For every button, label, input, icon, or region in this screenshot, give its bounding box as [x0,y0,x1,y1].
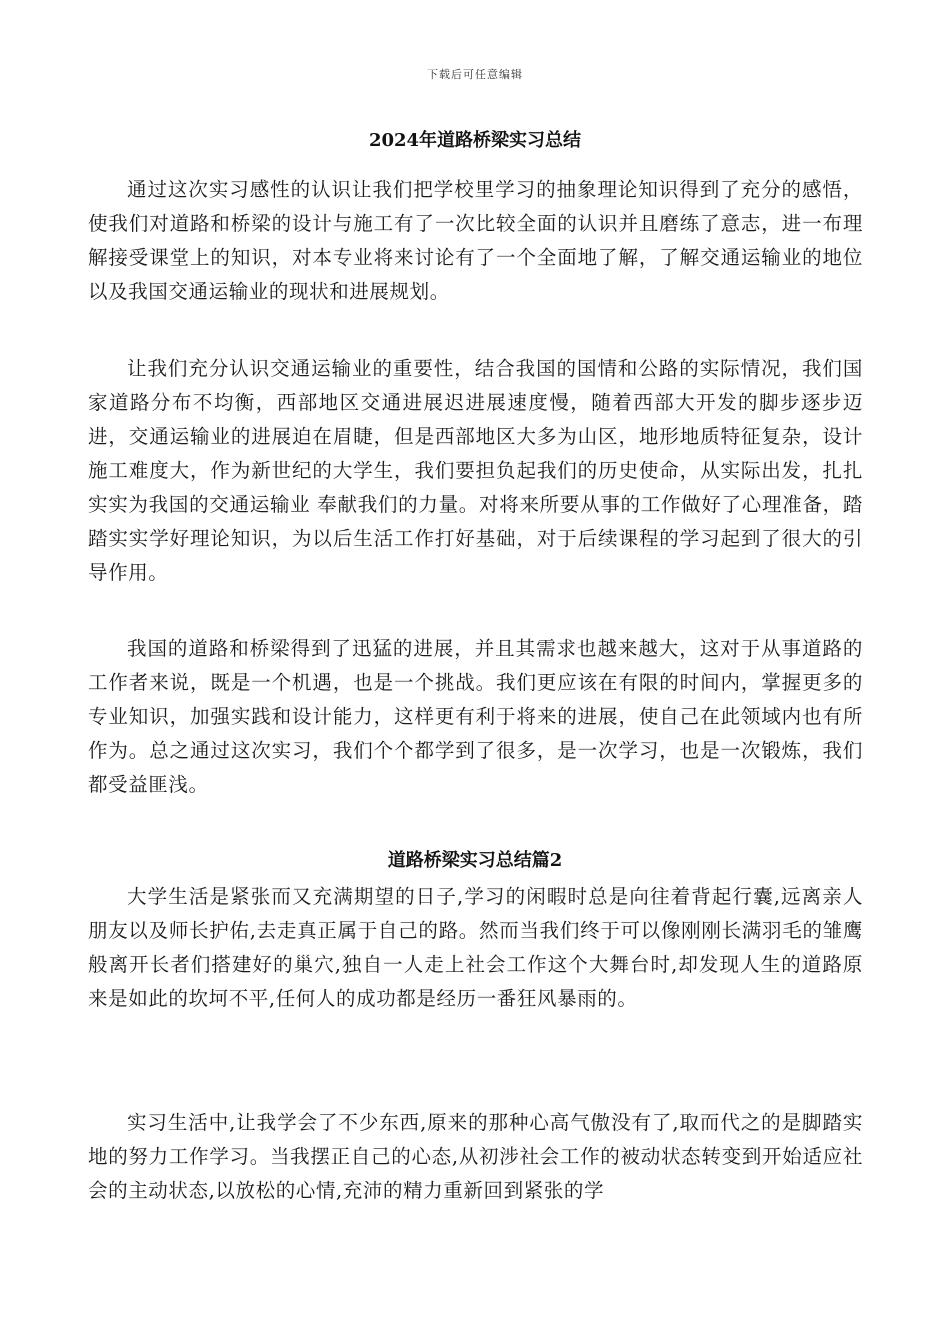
header-note: 下载后可任意编辑 [427,68,523,81]
paragraph: 通过这次实习感性的认识让我们把学校里学习的抽象理论知识得到了充分的感悟，使我们对道路和桥梁的设计与施工有了一次比较全面的认识并且磨练了意志，进一布理解接受课堂上的知识，对本专业将来讨论有了一个全面地了解，了解交通运输业的地位以及我国交通运输业的现状和进展规划。 [88,178,863,303]
paragraph: 大学生活是紧张而又充满期望的日子,学习的闲暇时总是向往着背起行囊,远离亲人朋友以及师长护佑,去走真正属于自己的路。然而当我们终于可以像刚刚长满羽毛的雏鹰般离开长者们搭建好的巢穴,独自一人走上社会工作这个大舞台时,却发现人生的道路原来是如此的坎坷不平,任何人的成功都是经历一番狂风暴雨的。 [88,885,863,1010]
paragraph: 我国的道路和桥梁得到了迅猛的进展，并且其需求也越来越大，这对于从事道路的工作者来说，既是一个机遇，也是一个挑战。我们更应该在有限的时间内，掌握更多的专业知识，加强实践和设计能力，这样更有利于将来的进展，使自己在此领域内也有所作为。总之通过这次实习，我们个个都学到了很多，是一次学习，也是一次锻炼，我们都受益匪浅。 [88,637,863,796]
paragraph: 实习生活中,让我学会了不少东西,原来的那种心高气傲没有了,取而代之的是脚踏实地的努力工作学习。当我摆正自己的心态,从初涉社会工作的被动状态转变到开始适应社会的主动状态,以放松的心情,充沛的精力重新回到紧张的学 [88,1111,863,1202]
section-title: 2024年道路桥梁实习总结 [368,130,582,151]
paragraph: 让我们充分认识交通运输业的重要性，结合我国的国情和公路的实际情况，我们国家道路分布不均衡，西部地区交通进展迟进展速度慢，随着西部大开发的脚步逐步迈进，交通运输业的进展迫在眉睫，但是西部地区大多为山区，地形地质特征复杂，设计施工难度大，作为新世纪的大学生，我们要担负起我们的历史使命，从实际出发，扎扎实实为我国的交通运输业 奉献我们的力量。对将来所要从事的工作做好了心理准备，踏踏实实学好理论知识，为以后生活工作打好基础，对于后续课程的学习起到了很大的引导作用。 [88,357,863,584]
section-title: 道路桥梁实习总结篇2 [387,850,563,871]
